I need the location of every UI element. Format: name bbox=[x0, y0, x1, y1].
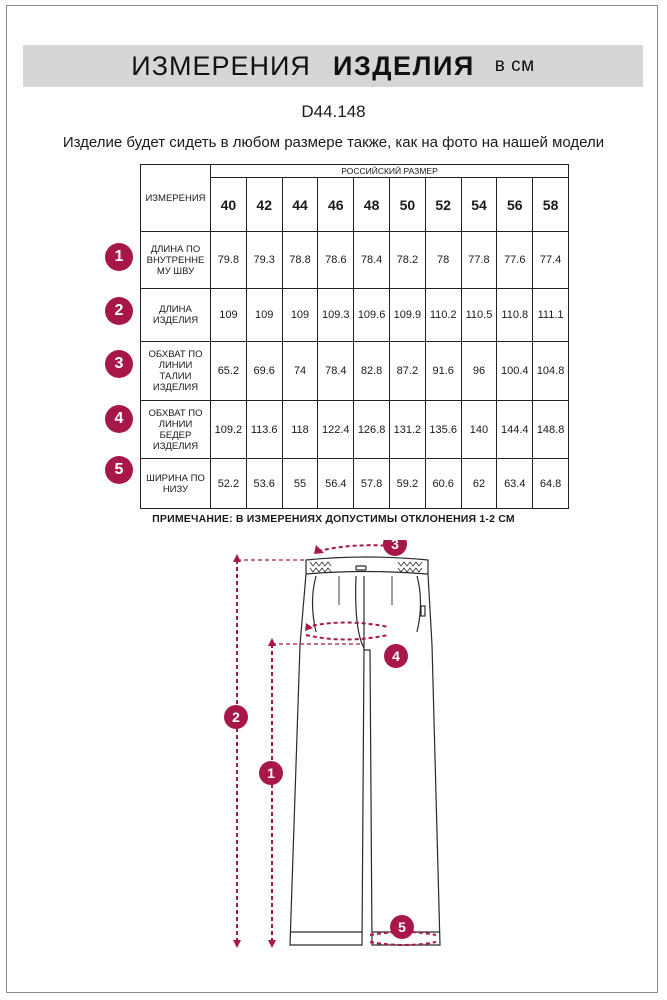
row-label: ДЛИНА ИЗДЕЛИЯ bbox=[141, 289, 211, 342]
diagram-marker-5 bbox=[390, 915, 414, 939]
trousers-diagram bbox=[0, 540, 667, 955]
table-cell: 62 bbox=[461, 459, 497, 509]
marker-label: 3 bbox=[391, 540, 399, 552]
table-cell: 60.6 bbox=[425, 459, 461, 509]
header-measure: ИЗМЕРЕНИЯ bbox=[141, 165, 211, 232]
table-cell: 65.2 bbox=[211, 342, 247, 401]
table-cell: 140 bbox=[461, 401, 497, 459]
diagram-marker-3 bbox=[383, 540, 407, 556]
table-cell: 109.2 bbox=[211, 401, 247, 459]
size-header: 58 bbox=[533, 178, 569, 232]
table-row bbox=[141, 289, 569, 342]
size-table bbox=[140, 164, 569, 509]
table-cell: 135.6 bbox=[425, 401, 461, 459]
table-cell: 109.9 bbox=[389, 289, 425, 342]
table-cell: 64.8 bbox=[533, 459, 569, 509]
diagram-marker-4 bbox=[384, 644, 408, 668]
table-cell: 109 bbox=[246, 289, 282, 342]
size-header: 44 bbox=[282, 178, 318, 232]
table-cell: 78.4 bbox=[318, 342, 354, 401]
table-cell: 69.6 bbox=[246, 342, 282, 401]
table-cell: 148.8 bbox=[533, 401, 569, 459]
row-number-badge: 2 bbox=[105, 297, 133, 325]
table-cell: 122.4 bbox=[318, 401, 354, 459]
title-unit: в см bbox=[494, 55, 535, 76]
measurement-lines bbox=[237, 545, 436, 945]
table-cell: 57.8 bbox=[354, 459, 390, 509]
table-cell: 55 bbox=[282, 459, 318, 509]
tolerance-note: ПРИМЕЧАНИЕ: В ИЗМЕРЕНИЯХ ДОПУСТИМЫ ОТКЛОНЕНИЯ 1-2 СМ bbox=[152, 513, 515, 525]
table-cell: 79.8 bbox=[211, 232, 247, 289]
table-cell: 77.4 bbox=[533, 232, 569, 289]
table-cell: 113.6 bbox=[246, 401, 282, 459]
table-cell: 110.8 bbox=[497, 289, 533, 342]
table-cell: 91.6 bbox=[425, 342, 461, 401]
table-row bbox=[141, 232, 569, 289]
row-label: ОБХВАТ ПО ЛИНИИ ТАЛИИ ИЗДЕЛИЯ bbox=[141, 342, 211, 401]
row-label: ШИРИНА ПО НИЗУ bbox=[141, 459, 211, 509]
table-row bbox=[141, 459, 569, 509]
size-header: 40 bbox=[211, 178, 247, 232]
title-part2: ИЗДЕЛИЯ bbox=[332, 50, 475, 81]
size-header: 50 bbox=[389, 178, 425, 232]
table-cell: 78 bbox=[425, 232, 461, 289]
size-header: 42 bbox=[246, 178, 282, 232]
table-cell: 111.1 bbox=[533, 289, 569, 342]
table-cell: 78.6 bbox=[318, 232, 354, 289]
table-cell: 78.8 bbox=[282, 232, 318, 289]
marker-label: 4 bbox=[392, 648, 400, 664]
measurement-arrowheads bbox=[233, 545, 324, 948]
table-cell: 79.3 bbox=[246, 232, 282, 289]
table-cell: 59.2 bbox=[389, 459, 425, 509]
marker-label: 5 bbox=[398, 919, 406, 935]
table-cell: 96 bbox=[461, 342, 497, 401]
diagram-marker-1 bbox=[259, 761, 283, 785]
table-cell: 82.8 bbox=[354, 342, 390, 401]
article-code: D44.148 bbox=[301, 102, 366, 121]
table-cell: 144.4 bbox=[497, 401, 533, 459]
size-header: 56 bbox=[497, 178, 533, 232]
row-number-badge: 4 bbox=[105, 405, 133, 433]
table-cell: 104.8 bbox=[533, 342, 569, 401]
table-cell: 110.2 bbox=[425, 289, 461, 342]
row-number-badge: 5 bbox=[105, 456, 133, 484]
table-cell: 77.8 bbox=[461, 232, 497, 289]
table-cell: 110.5 bbox=[461, 289, 497, 342]
fit-subtitle: Изделие будет сидеть в любом размере также, как на фото на нашей модели bbox=[62, 134, 605, 151]
table-cell: 52.2 bbox=[211, 459, 247, 509]
table-row bbox=[141, 342, 569, 401]
table-cell: 78.2 bbox=[389, 232, 425, 289]
table-cell: 56.4 bbox=[318, 459, 354, 509]
row-number-badge: 1 bbox=[105, 243, 133, 271]
size-header: 52 bbox=[425, 178, 461, 232]
table-cell: 78.4 bbox=[354, 232, 390, 289]
title-part1: ИЗМЕРЕНИЯ bbox=[131, 50, 311, 81]
table-cell: 87.2 bbox=[389, 342, 425, 401]
marker-label: 2 bbox=[232, 709, 240, 725]
size-header: 48 bbox=[354, 178, 390, 232]
size-header: 54 bbox=[461, 178, 497, 232]
table-cell: 109.6 bbox=[354, 289, 390, 342]
table-cell: 109 bbox=[211, 289, 247, 342]
size-header: 46 bbox=[318, 178, 354, 232]
trousers-outline bbox=[290, 557, 440, 945]
row-number-badge: 3 bbox=[105, 350, 133, 378]
table-cell: 53.6 bbox=[246, 459, 282, 509]
header-size-system: РОССИЙСКИЙ РАЗМЕР bbox=[211, 165, 569, 178]
table-cell: 109.3 bbox=[318, 289, 354, 342]
table-cell: 118 bbox=[282, 401, 318, 459]
table-cell: 74 bbox=[282, 342, 318, 401]
title-banner bbox=[23, 45, 643, 87]
table-cell: 63.4 bbox=[497, 459, 533, 509]
row-label: ДЛИНА ПО ВНУТРЕННЕ МУ ШВУ bbox=[141, 232, 211, 289]
diagram-marker-2 bbox=[224, 705, 248, 729]
marker-label: 1 bbox=[267, 765, 275, 781]
table-cell: 100.4 bbox=[497, 342, 533, 401]
table-cell: 109 bbox=[282, 289, 318, 342]
table-row bbox=[141, 401, 569, 459]
row-label: ОБХВАТ ПО ЛИНИИ БЕДЕР ИЗДЕЛИЯ bbox=[141, 401, 211, 459]
table-cell: 131.2 bbox=[389, 401, 425, 459]
table-cell: 126.8 bbox=[354, 401, 390, 459]
table-cell: 77.6 bbox=[497, 232, 533, 289]
